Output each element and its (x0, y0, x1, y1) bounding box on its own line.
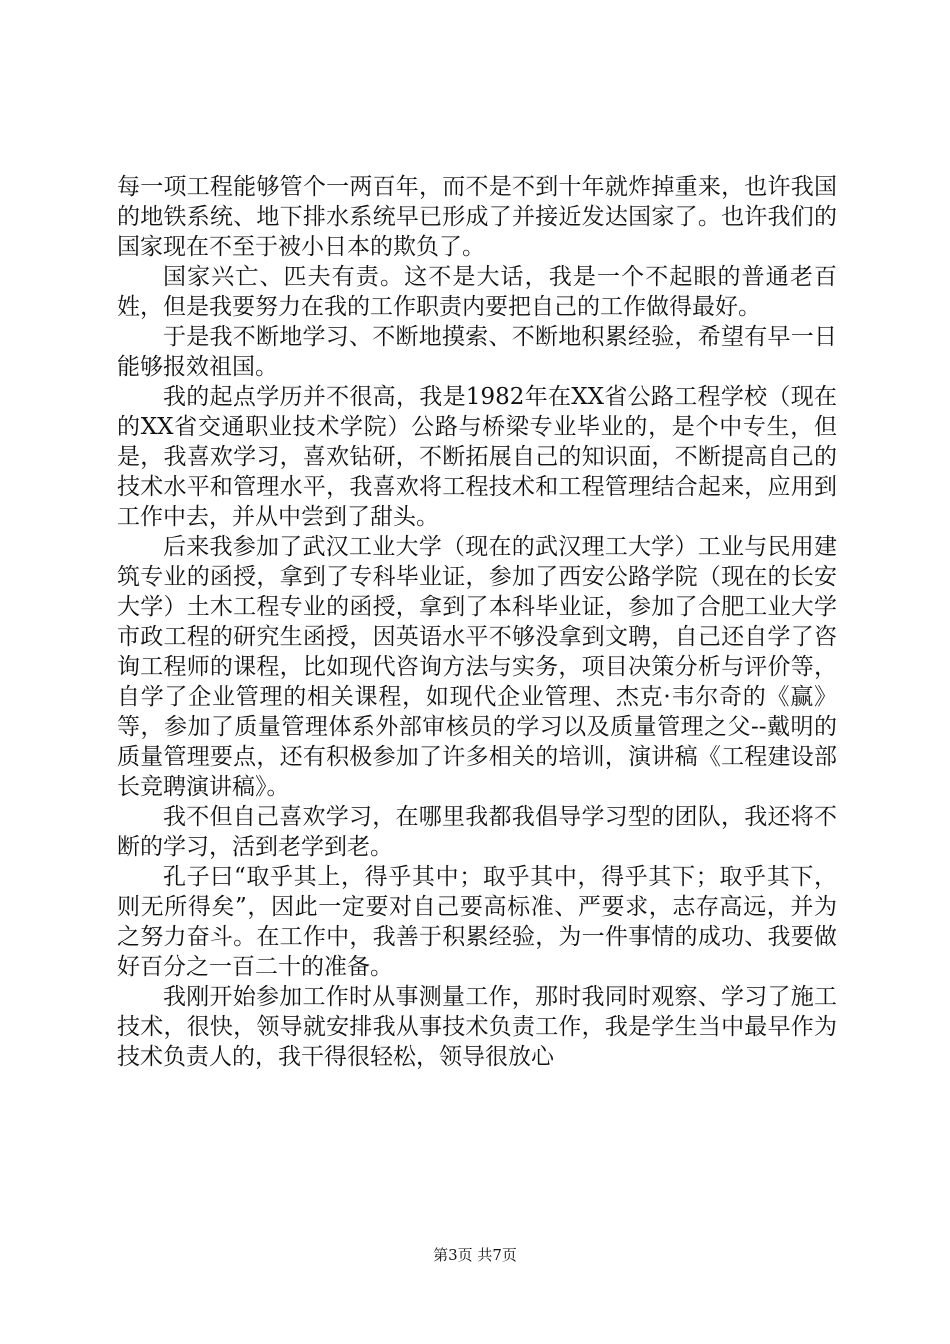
paragraph-3: 于是我不断地学习、不断地摸索、不断地积累经验，希望有早一日能够报效祖国。 (117, 324, 837, 380)
paragraph-1: 每一项工程能够管个一两百年，而不是不到十年就炸掉重来，也许我国的地铁系统、地下排水系统早已形成了并接近发达国家了。也许我们的国家现在不至于被小日本的欺负了。 (117, 174, 837, 260)
paragraph-7: 孔子曰“取乎其上，得乎其中；取乎其中，得乎其下；取乎其下，则无所得矣”，因此一定要对自己要高标准、严要求，志存高远，并为之努力奋斗。在工作中，我善于积累经验，为一件事情的成功、我要做好百分之一百二十的准备。 (117, 864, 837, 980)
paragraph-8: 我刚开始参加工作时从事测量工作，那时我同时观察、学习了施工技术，很快，领导就安排我从事技术负责工作，我是学生当中最早作为技术负责人的，我干得很轻松，领导很放心 (117, 984, 837, 1070)
paragraph-2: 国家兴亡、匹夫有责。这不是大话，我是一个不起眼的普通老百姓，但是我要努力在我的工作职责内要把自己的工作做得最好。 (117, 264, 837, 320)
paragraph-6: 我不但自己喜欢学习，在哪里我都我倡导学习型的团队，我还将不断的学习，活到老学到老。 (117, 804, 837, 860)
document-body (117, 172, 837, 1072)
paragraph-5: 后来我参加了武汉工业大学（现在的武汉理工大学）工业与民用建筑专业的函授，拿到了专科毕业证，参加了西安公路学院（现在的长安大学）土木工程专业的函授，拿到了本科毕业证，参加了合肥工业大学市政工程的研究生函授，因英语水平不够没拿到文聘，自己还自学了咨询工程师的课程，比如现代咨询方法与实务，项目决策分析与评价等，自学了企业管理的相关课程，如现代企业管理、杰克·韦尔奇的《赢》等，参加了质量管理体系外部审核员的学习以及质量管理之父--戴明的质量管理要点，还有积极参加了许多相关的培训，演讲稿《工程建设部长竞聘演讲稿》。 (117, 534, 837, 800)
paragraph-4: 我的起点学历并不很高，我是1982年在XX省公路工程学校（现在的XX省交通职业技术学院）公路与桥梁专业毕业的，是个中专生，但是，我喜欢学习，喜欢钻研，不断拓展自己的知识面，不断提高自己的技术水平和管理水平，我喜欢将工程技术和工程管理结合起来，应用到工作中去，并从中尝到了甜头。 (117, 384, 837, 530)
page-footer: 第3页 共7页 (433, 1246, 517, 1264)
